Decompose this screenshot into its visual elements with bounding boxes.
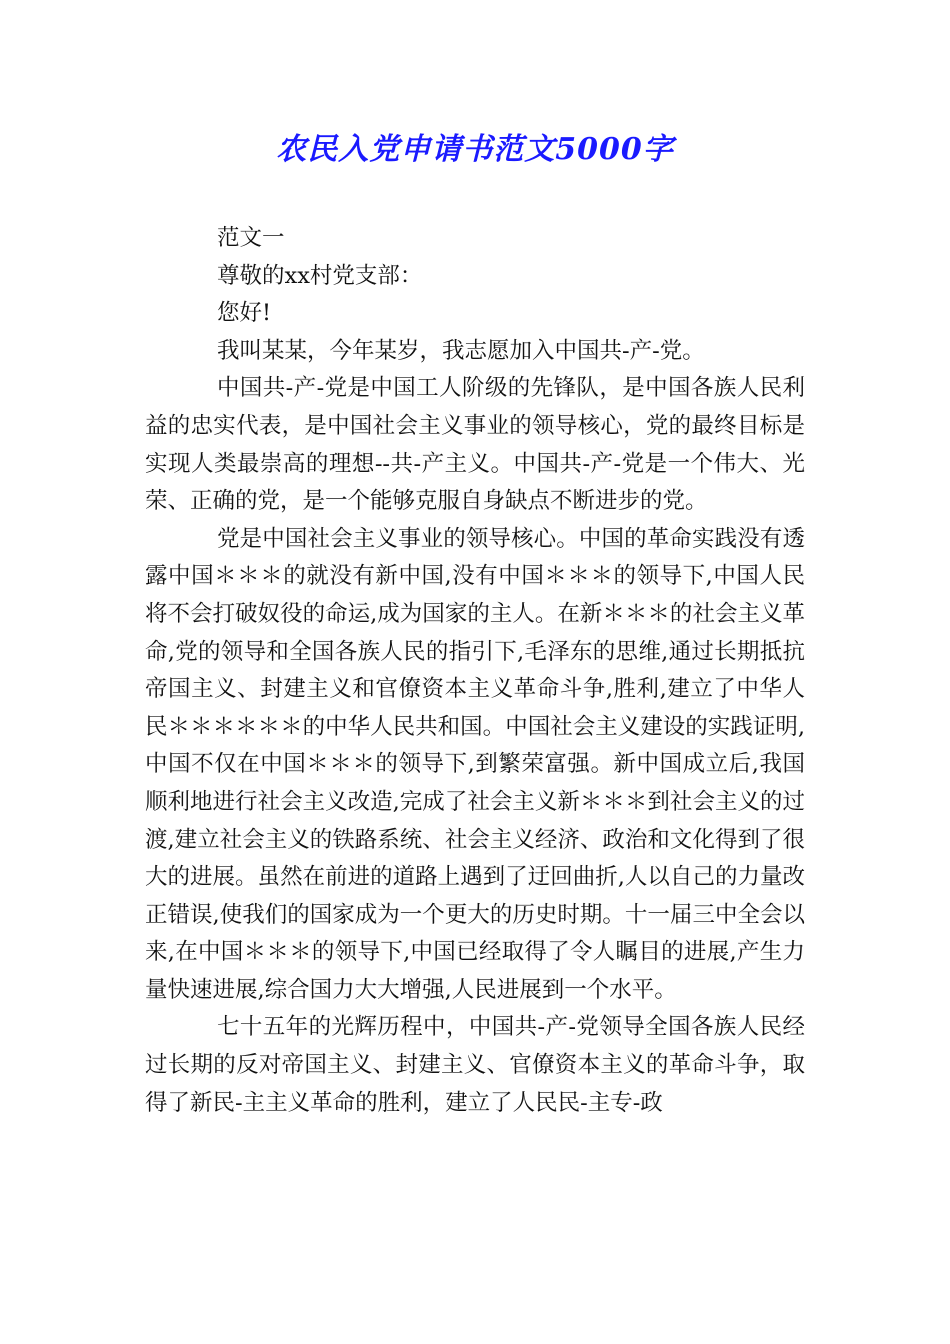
paragraph-salutation: 尊敬的xx村党支部： [217,262,423,289]
paragraph-sample-heading: 范文一 [217,225,285,251]
document-title: 农民入党申请书范文5000字 [276,132,674,167]
paragraph-greeting: 您好! [217,300,272,327]
paragraph-introduction: 我叫某某，今年某岁，我志愿加入中国共-产-党。 [217,337,705,364]
paragraph-party-nature: 中国共-产-党是中国工人阶级的先锋队，是中国各族人民利益的忠实代表，是中国社会主义事业的领导核心，党的最终目标是实现人类最崇高的理想--共-产主义。中国共-产-党是一个伟大、光荣、正确的党，是一个能够克服自身缺点不断进步的党。 [145,375,805,515]
document-body [145,220,805,1122]
paragraph-party-leadership: 党是中国社会主义事业的领导核心。中国的革命实践没有透露中国＊＊＊的就没有新中国,没有中国＊＊＊的领导下,中国人民将不会打破奴役的命运,成为国家的主人。在新＊＊＊的社会主义革命,党的领导和全国各族人民的指引下,毛泽东的思维,通过长期抵抗帝国主义、封建主义和官僚资本主义革命斗争,胜利,建立了中华人民＊＊＊＊＊＊的中华人民共和国。中国社会主义建设的实践证明,中国不仅在中国＊＊＊的领导下,到繁荣富强。新中国成立后,我国顺利地进行社会主义改造,完成了社会主义新＊＊＊到社会主义的过渡,建立社会主义的铁路系统、社会主义经济、政治和文化得到了很大的进展。虽然在前进的道路上遇到了迂回曲折,人以自己的力量改正错误,使我们的国家成为一个更大的历史时期。十一届三中全会以来,在中国＊＊＊的领导下,中国已经取得了令人瞩目的进展,产生力量快速进展,综合国力大大增强,人民进展到一个水平。 [145,525,805,1003]
paragraph-history: 七十五年的光辉历程中，中国共-产-党领导全国各族人民经过长期的反对帝国主义、封建主义、官僚资本主义的革命斗争，取得了新民-主主义革命的胜利，建立了人民民-主专-政 [145,1014,805,1116]
